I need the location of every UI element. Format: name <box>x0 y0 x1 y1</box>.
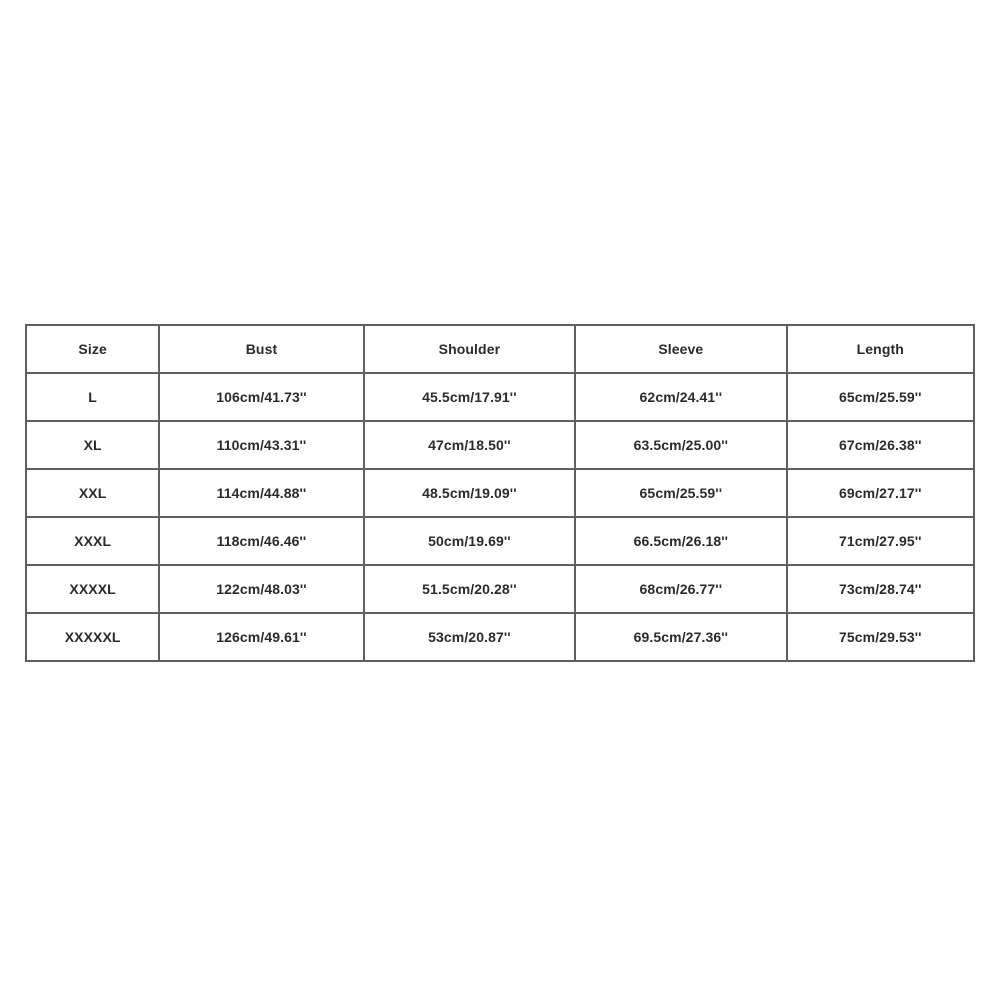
table-row <box>26 613 974 661</box>
cell-sleeve: 66.5cm/26.18'' <box>575 517 786 565</box>
cell-length: 67cm/26.38'' <box>787 421 974 469</box>
cell-bust: 126cm/49.61'' <box>159 613 363 661</box>
cell-shoulder: 50cm/19.69'' <box>364 517 575 565</box>
cell-shoulder: 48.5cm/19.09'' <box>364 469 575 517</box>
cell-length: 73cm/28.74'' <box>787 565 974 613</box>
cell-shoulder: 45.5cm/17.91'' <box>364 373 575 421</box>
cell-length: 65cm/25.59'' <box>787 373 974 421</box>
size-chart-table <box>25 324 975 662</box>
cell-size: L <box>26 373 159 421</box>
cell-sleeve: 63.5cm/25.00'' <box>575 421 786 469</box>
cell-sleeve: 68cm/26.77'' <box>575 565 786 613</box>
cell-length: 69cm/27.17'' <box>787 469 974 517</box>
header-length: Length <box>787 325 974 373</box>
cell-size: XXXXL <box>26 565 159 613</box>
cell-size: XXXL <box>26 517 159 565</box>
cell-size: XL <box>26 421 159 469</box>
cell-sleeve: 69.5cm/27.36'' <box>575 613 786 661</box>
cell-bust: 114cm/44.88'' <box>159 469 363 517</box>
cell-bust: 110cm/43.31'' <box>159 421 363 469</box>
table-row <box>26 421 974 469</box>
cell-bust: 106cm/41.73'' <box>159 373 363 421</box>
table-row <box>26 565 974 613</box>
header-shoulder: Shoulder <box>364 325 575 373</box>
cell-bust: 122cm/48.03'' <box>159 565 363 613</box>
table-row <box>26 517 974 565</box>
table-row <box>26 373 974 421</box>
cell-sleeve: 65cm/25.59'' <box>575 469 786 517</box>
cell-shoulder: 53cm/20.87'' <box>364 613 575 661</box>
cell-size: XXL <box>26 469 159 517</box>
cell-length: 71cm/27.95'' <box>787 517 974 565</box>
header-sleeve: Sleeve <box>575 325 786 373</box>
cell-sleeve: 62cm/24.41'' <box>575 373 786 421</box>
cell-shoulder: 51.5cm/20.28'' <box>364 565 575 613</box>
header-bust: Bust <box>159 325 363 373</box>
cell-size: XXXXXL <box>26 613 159 661</box>
cell-bust: 118cm/46.46'' <box>159 517 363 565</box>
header-size: Size <box>26 325 159 373</box>
cell-shoulder: 47cm/18.50'' <box>364 421 575 469</box>
table-row <box>26 469 974 517</box>
table-header-row <box>26 325 974 373</box>
cell-length: 75cm/29.53'' <box>787 613 974 661</box>
